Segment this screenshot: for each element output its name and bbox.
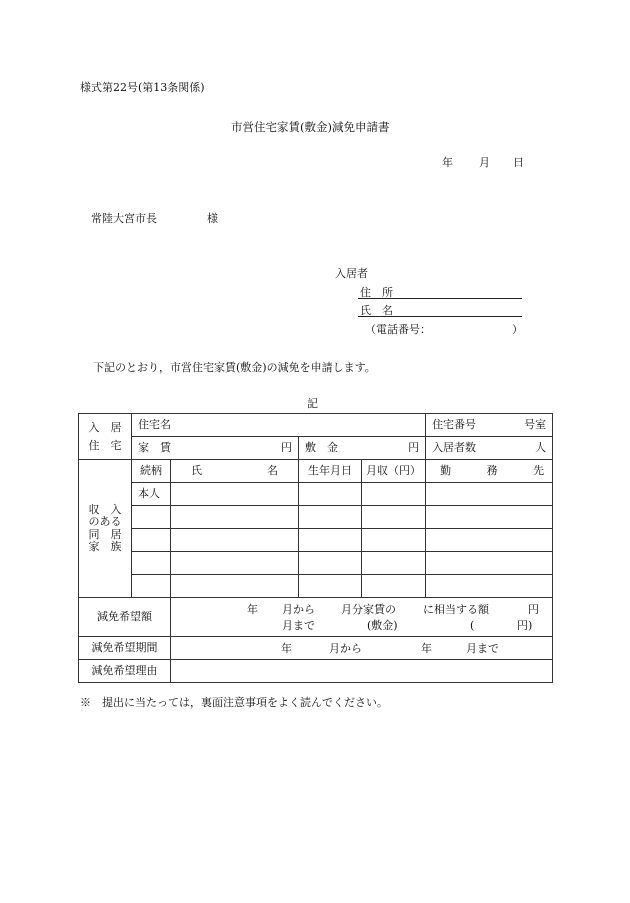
relation-cell[interactable]: [132, 506, 171, 529]
amount-row: [79, 598, 553, 637]
reason-row: [79, 660, 553, 683]
income-cell[interactable]: [362, 529, 426, 552]
workplace-cell[interactable]: [426, 552, 553, 575]
relation-cell[interactable]: 本人: [132, 483, 171, 506]
birthdate-cell[interactable]: [299, 552, 362, 575]
name-cell[interactable]: [171, 529, 299, 552]
amount-cell[interactable]: 年 月から 月分家賃の に相当する額 円 月まで (敷金) ( 円): [171, 598, 553, 637]
date-year-label: 年: [442, 156, 453, 169]
deposit-cell[interactable]: 敷 金 円: [299, 437, 426, 460]
phone-label: （電話番号：: [365, 323, 431, 336]
applicant-heading: 入居者: [335, 267, 368, 280]
income-cell[interactable]: [362, 552, 426, 575]
period-cell[interactable]: 年 月から 年 月まで: [171, 637, 553, 660]
family-row: [79, 529, 553, 552]
relation-cell[interactable]: [132, 529, 171, 552]
workplace-cell[interactable]: [426, 483, 553, 506]
ki-heading: 記: [307, 397, 318, 410]
name-cell[interactable]: [171, 575, 299, 598]
birthdate-cell[interactable]: [299, 575, 362, 598]
date-month-label: 月: [479, 156, 490, 169]
form-number: 様式第22号(第13条関係): [80, 81, 205, 94]
reason-label: 減免希望理由: [79, 660, 171, 683]
income-cell[interactable]: [362, 575, 426, 598]
period-label: 減免希望期間: [79, 637, 171, 660]
document-title: 市営住宅家賃(敷金)減免申請書: [231, 120, 390, 134]
col-workplace: 勤 務 先: [426, 460, 553, 483]
application-table: [78, 413, 553, 683]
workplace-cell[interactable]: [426, 506, 553, 529]
name-cell[interactable]: [171, 552, 299, 575]
name-field[interactable]: [358, 316, 522, 317]
residence-row-2: [79, 437, 553, 460]
residence-row-1: [79, 414, 553, 437]
addressee: 常陸大宮市長: [91, 212, 157, 225]
income-cell[interactable]: [362, 483, 426, 506]
residence-label: 入 居 住 宅: [79, 414, 132, 460]
statement: 下記のとおり，市営住宅家賃(敷金)の減免を申請します。: [93, 361, 376, 374]
address-field[interactable]: [358, 298, 522, 299]
birthdate-cell[interactable]: [299, 483, 362, 506]
reason-cell[interactable]: [171, 660, 553, 683]
relation-cell[interactable]: [132, 575, 171, 598]
family-row: [79, 483, 553, 506]
date-day-label: 日: [513, 156, 524, 169]
col-income: 月収（円）: [362, 460, 426, 483]
relation-cell[interactable]: [132, 552, 171, 575]
name-label: 氏 名: [360, 304, 393, 317]
period-row: [79, 637, 553, 660]
amount-label: 減免希望額: [79, 598, 171, 637]
col-relation: 続柄: [132, 460, 171, 483]
name-cell[interactable]: [171, 483, 299, 506]
footnote: ※ 提出に当たっては，裏面注意事項をよく読んでください。: [80, 696, 388, 709]
workplace-cell[interactable]: [426, 529, 553, 552]
family-row: [79, 506, 553, 529]
income-cell[interactable]: [362, 506, 426, 529]
col-name: 氏 名: [171, 460, 299, 483]
address-label: 住 所: [360, 286, 393, 299]
birthdate-cell[interactable]: [299, 506, 362, 529]
family-label: 収 入 のある 同 居 家 族: [79, 460, 132, 598]
honorific: 様: [207, 212, 218, 225]
col-birthdate: 生年月日: [299, 460, 362, 483]
rent-cell[interactable]: 家 賃 円: [132, 437, 299, 460]
family-row: [79, 552, 553, 575]
birthdate-cell[interactable]: [299, 529, 362, 552]
occupants-cell[interactable]: 入居者数 人: [426, 437, 553, 460]
housing-number-cell[interactable]: 住宅番号 号室: [426, 414, 553, 437]
name-cell[interactable]: [171, 506, 299, 529]
housing-name-cell[interactable]: 住宅名: [132, 414, 426, 437]
family-header-row: [79, 460, 553, 483]
workplace-cell[interactable]: [426, 575, 553, 598]
phone-close: ）: [512, 323, 523, 336]
family-row: [79, 575, 553, 598]
